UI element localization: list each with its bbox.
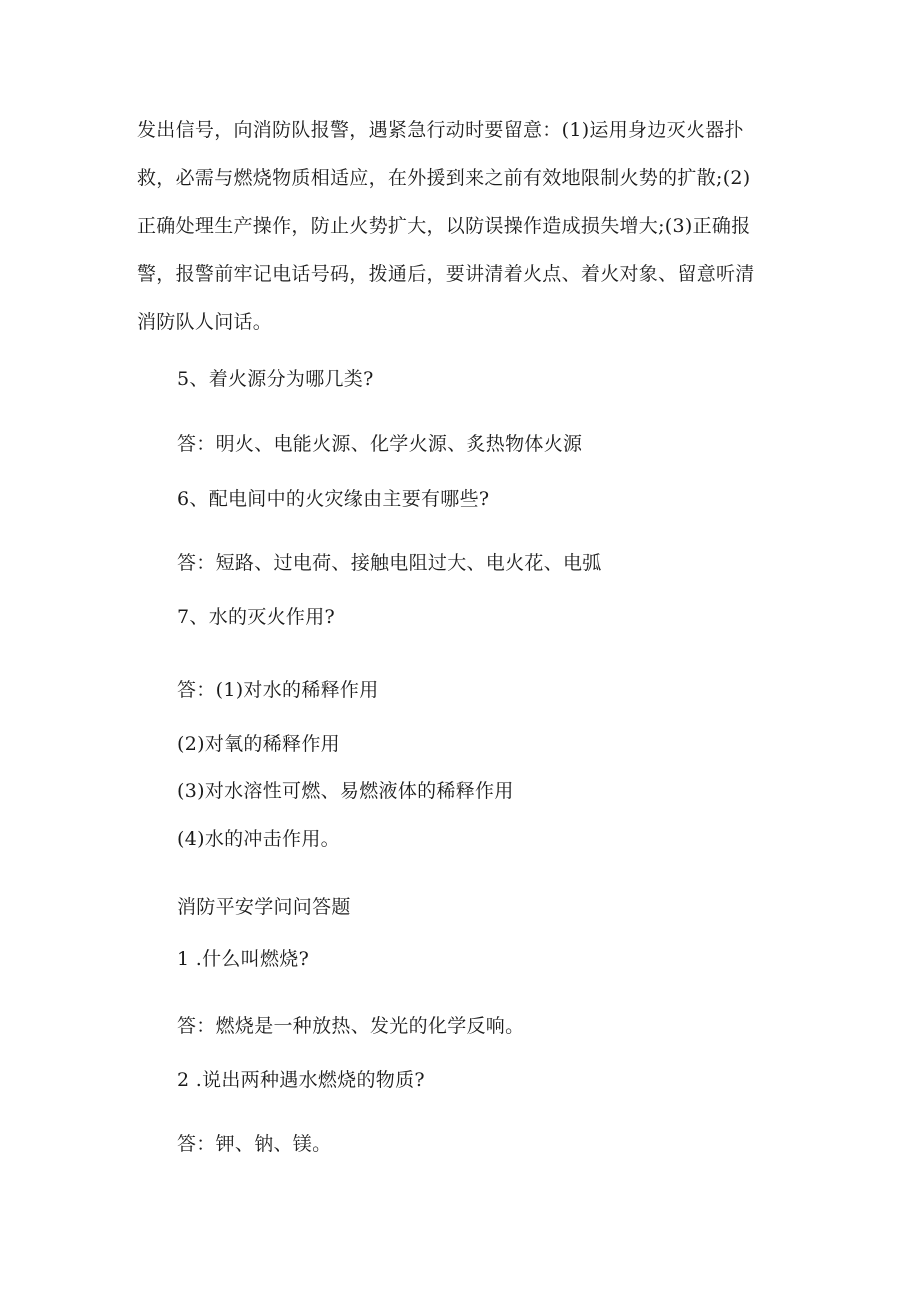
intro-line-4: 警，报警前牢记电话号码，拨通后，要讲清着火点、着火对象、留意听清 bbox=[137, 263, 755, 285]
section-question-1: 1 .什么叫燃烧? bbox=[177, 948, 310, 970]
answer-5: 答：明火、电能火源、化学火源、炙热物体火源 bbox=[177, 433, 583, 455]
section-question-2: 2 .说出两种遇水燃烧的物质? bbox=[177, 1069, 425, 1091]
answer-7-item-3: (3)对水溶性可燃、易燃液体的稀释作用 bbox=[177, 780, 514, 802]
section-answer-2: 答：钾、钠、镁。 bbox=[177, 1133, 332, 1155]
intro-line-3: 正确处理生产操作，防止火势扩大，以防误操作造成损失增大;(3)正确报 bbox=[137, 215, 751, 237]
answer-7-item-2: (2)对氧的稀释作用 bbox=[177, 733, 340, 755]
intro-line-2: 救，必需与燃烧物质相适应，在外援到来之前有效地限制火势的扩散;(2) bbox=[137, 167, 751, 189]
intro-line-1: 发出信号，向消防队报警，遇紧急行动时要留意：(1)运用身边灭火器扑 bbox=[137, 119, 744, 141]
answer-6: 答：短路、过电荷、接触电阻过大、电火花、电弧 bbox=[177, 552, 602, 574]
intro-line-5: 消防队人问话。 bbox=[137, 311, 273, 333]
answer-7-item-1: 答：(1)对水的稀释作用 bbox=[177, 679, 379, 701]
section-answer-1: 答：燃烧是一种放热、发光的化学反响。 bbox=[177, 1015, 525, 1037]
question-5: 5、着火源分为哪几类? bbox=[177, 368, 374, 390]
question-6: 6、配电间中的火灾缘由主要有哪些? bbox=[177, 488, 490, 510]
question-7: 7、水的灭火作用? bbox=[177, 606, 335, 628]
answer-7-item-4: (4)水的冲击作用。 bbox=[177, 828, 340, 850]
section-title: 消防平安学问问答题 bbox=[177, 896, 351, 918]
